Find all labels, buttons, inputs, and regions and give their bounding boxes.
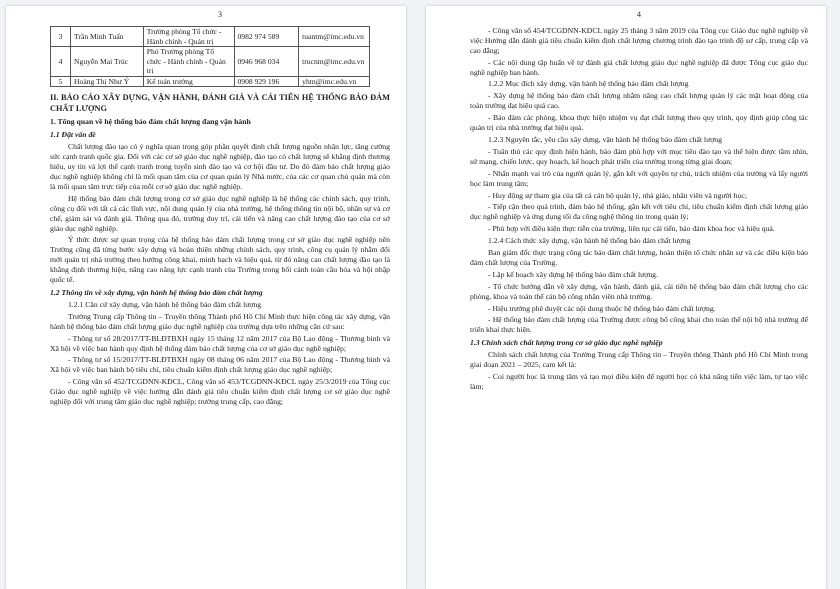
cell-name: Trần Minh Tuấn <box>71 26 144 46</box>
cell-no: 3 <box>51 26 71 46</box>
bullet-item: - Coi người học là trung tâm và tạo mọi điều kiện để người học có khả năng tiến việc làm, tự tạo việc làm; <box>470 372 808 391</box>
page-number: 3 <box>218 10 222 19</box>
page-4 <box>426 6 826 589</box>
cell-no: 5 <box>51 76 71 87</box>
cell-name: Nguyễn Mai Trúc <box>71 47 144 77</box>
subheading: 1.2.3 Nguyên tắc, yêu cầu xây dựng, vận hành hệ thống bảo đảm chất lượng <box>488 134 722 144</box>
staff-table <box>50 26 370 88</box>
bullet-item: Ban giám đốc thực trạng công tác bảo đảm chất lượng, hoàn thiện tổ chức nhân sự và các điều kiện bảo đảm chất lượng của Trường. <box>470 248 808 267</box>
cell-email: yhtn@imc.edu.vn <box>299 76 370 87</box>
bullet-item: - Công văn số 454/TCGDNN-KĐCL ngày 25 tháng 3 năm 2019 của Tổng cục Giáo dục nghề nghiệp về việc Hướng dẫn đánh giá tiêu chuẩn kiểm định chất lượng chương trình đào tạo trình độ sơ cấp, trung cấp và cao đẳng; <box>470 25 808 55</box>
bullet-item: - Hiệu trưởng phê duyệt các nội dung thuộc hệ thống bảo đảm chất lượng. <box>488 303 716 313</box>
page-3 <box>6 6 406 589</box>
page-number: 4 <box>637 10 641 19</box>
bullet-item: - Lập kế hoạch xây dựng hệ thống bảo đảm chất lượng. <box>488 269 658 279</box>
heading-1-2: 1.2 Thông tin về xây dựng, vận hành hệ thống bảo đảm chất lượng <box>50 287 263 297</box>
cell-phone: 0908 929 196 <box>234 76 299 87</box>
cell-phone: 0946 968 034 <box>234 47 299 77</box>
bullet-item: Chính sách chất lượng của Trường Trung cấp Thông tin – Truyền thông Thành phố Hồ Chí Minh trong giai đoạn 2021 – 2025, cam kết là: <box>470 350 808 370</box>
cell-phone: 0982 974 589 <box>234 26 299 46</box>
cell-name: Hoàng Thị Như Ý <box>71 76 144 87</box>
paragraph: Ý thức được sự quan trọng của hệ thống bảo đảm chất lượng trong cơ sở giáo dục nghề nghiệp nên Trường cũng đã từng bước xây dựng và hoàn thiện những chính sách, quy trình, công cụ quản lý nhằm đổi mới quản trị nhà trường theo hướng công khai, minh bạch và hiệu quả, từ đó nâng cao chất lượng đào tạo là khẳng định thương hiệu, nâng cao năng lực cạnh tranh của Trường trong bối cảnh toàn cầu hóa và hội nhập quốc tế. <box>50 235 390 285</box>
bullet-item: - Tổ chức hướng dẫn về xây dựng, vận hành, đánh giá, cải tiến hệ thống bảo đảm chất lượng cho các phòng, khoa và toàn thể cán bộ công nhân viên nhà trường. <box>470 281 808 301</box>
bullet-item: - Công văn số 452/TCGDNN-KĐCL, Công văn số 453/TCGDNN-KĐCL ngày 25/3/2019 của Tổng cục Giáo dục nghề nghiệp về việc hướng dẫn đánh giá tiêu chuẩn kiểm định chất lượng cơ sở giáo dục nghề nghiệp đối với trung tâm giáo dục nghề nghiệp; trường trung cấp, cao đẳng; <box>50 377 390 407</box>
bullet-item: - Thông tư số 28/2017/TT-BLĐTBXH ngày 15 tháng 12 năm 2017 của Bộ Lao động - Thương binh và Xã hội về việc ban hành quy định hệ thống đảm bảo chất lượng của cơ sở giáo dục nghề nghiệp; <box>50 333 390 353</box>
cell-email: trucnm@imc.edu.vn <box>299 47 370 77</box>
subheading: 1.2.4 Cách thức xây dựng, vận hành hệ thống bảo đảm chất lượng <box>488 236 691 246</box>
subheading-1-2-1: 1.2.1 Căn cứ xây dựng, vận hành hệ thống bảo đảm chất lượng <box>68 299 262 309</box>
table-row <box>51 47 370 77</box>
bullet-item: - Phù hợp với điều kiện thực tiễn của trường, liên tục cải tiến, bảo đảm khoa học và hiệu quả. <box>488 224 775 234</box>
heading-1-1: 1.1 Đặt vấn đề <box>50 130 96 140</box>
cell-position: Kế toán trưởng <box>143 76 234 87</box>
heading-1: 1. Tổng quan về hệ thống bảo đảm chất lượng đang vận hành <box>50 117 251 127</box>
bullet-item: - Tiếp cận theo quá trình, đảm bảo hệ thống, gắn kết với tiêu chí, tiêu chuẩn kiểm định chất lượng giáo dục nghề nghiệp và ứng dụng tối đa công nghệ thông tin trong quản lý; <box>470 202 808 222</box>
paragraph: Chất lượng đào tạo có ý nghĩa quan trọng góp phần quyết định chất lượng nguồn nhân lực, tăng cường sức cạnh tranh quốc gia. Đối với các cơ sở giáo dục nghề nghiệp, đào tạo có chất lượng sẽ khẳng định thương hiệu, uy tín và lợi thế cạnh tranh trong tuyển sinh đào tạo và cơ hội đầu tư. Do đó đảm bảo chất lượng giáo dục nghề nghiệp không chỉ là mối quan tâm của cơ quan quản lý Nhà nước, của các cơ quan chủ quản mà còn là mối quan tâm trực tiếp của mỗi cơ sở giáo dục nghề nghiệp. <box>50 142 390 191</box>
paragraph: Hệ thống bảo đảm chất lượng trong cơ sở giáo dục nghề nghiệp là hệ thống các chính sách, quy trình, công cụ đối với tất cả các lĩnh vực, nội dung quản lý của nhà trường, hệ thống thông tin nội bộ, nhân sự và cơ chế, giám sát và đánh giá. Thông qua đó, trường duy trì, cải tiến và nâng cao chất lượng đào tạo của cơ sở giáo dục nghề nghiệp. <box>50 193 390 233</box>
bullet-item: - Các nội dung tập huấn về tự đánh giá chất lượng giáo dục nghề nghiệp đã được Tổng cục giáo dục nghề nghiệp ban hành. <box>470 57 808 77</box>
paragraph: Trường Trung cấp Thông tin – Truyền thông Thành phố Hồ Chí Minh thực hiện công tác xây dựng, vận hành hệ thống bảo đảm chất lượng giáo dục nghề nghiệp của trường dựa trên những căn cứ sau: <box>50 311 390 331</box>
bullet-item: - Thông tư số 15/2017/TT-BLĐTBXH ngày 08 tháng 06 năm 2017 của Bộ Lao động - Thương binh và Xã hội về việc ban hành bộ tiêu chí, tiêu chuẩn kiểm định chất lượng giáo dục nghề nghiệp; <box>50 355 390 375</box>
bullet-item: - Xây dựng hệ thống bảo đảm chất lượng nhằm nâng cao chất lượng quản lý các mặt hoạt động của toàn trường đạt hiệu quả cao. <box>470 91 808 111</box>
cell-no: 4 <box>51 47 71 77</box>
bullet-item: - Tuân thủ các quy định hiện hành, bảo đảm phù hợp với mục tiêu đào tạo và thể hiện được tầm nhìn, sứ mạng, chiến lược, quy hoạch, kế hoạch phát triển của trường trong từng giai đoạn; <box>470 146 808 166</box>
bullet-item: - Huy động sự tham gia của tất cả cán bộ quản lý, nhà giáo, nhân viên và người học; <box>488 190 747 200</box>
bullet-item: - Hệ thống bảo đảm chất lượng của Trường được công bố công khai cho toàn thể nội bộ nhà trường để triển khai thực hiện. <box>470 315 808 335</box>
table-row <box>51 76 370 87</box>
table-row <box>51 26 370 46</box>
cell-position: Trưởng phòng Tổ chức - Hành chính - Quản trị <box>143 26 234 46</box>
page-body <box>470 26 808 392</box>
cell-position: Phó Trưởng phòng Tổ chức - Hành chính - Quản trị <box>143 47 234 77</box>
subheading: 1.2.2 Mục đích xây dựng, vận hành hệ thống bảo đảm chất lượng <box>488 79 689 89</box>
section-title: II. BÁO CÁO XÂY DỰNG, VẬN HÀNH, ĐÁNH GIÁ VÀ CẢI TIẾN HỆ THỐNG BẢO ĐẢM CHẤT LƯỢNG <box>50 93 390 113</box>
bullet-item: - Nhấn mạnh vai trò của người quản lý, gắn kết với quyền tự chủ, trách nhiệm của trường và lấy người học làm trung tâm; <box>470 168 808 188</box>
bullet-item: - Bảo đảm các phòng, khoa thực hiện nhiệm vụ đạt chất lượng theo quy trình, quy định giúp công tác quản trị của nhà trường đạt hiệu quả. <box>470 113 808 133</box>
cell-email: tuantm@imc.edu.vn <box>299 26 370 46</box>
heading: 1.3 Chính sách chất lượng trong cơ sở giáo dục nghề nghiệp <box>470 338 663 348</box>
